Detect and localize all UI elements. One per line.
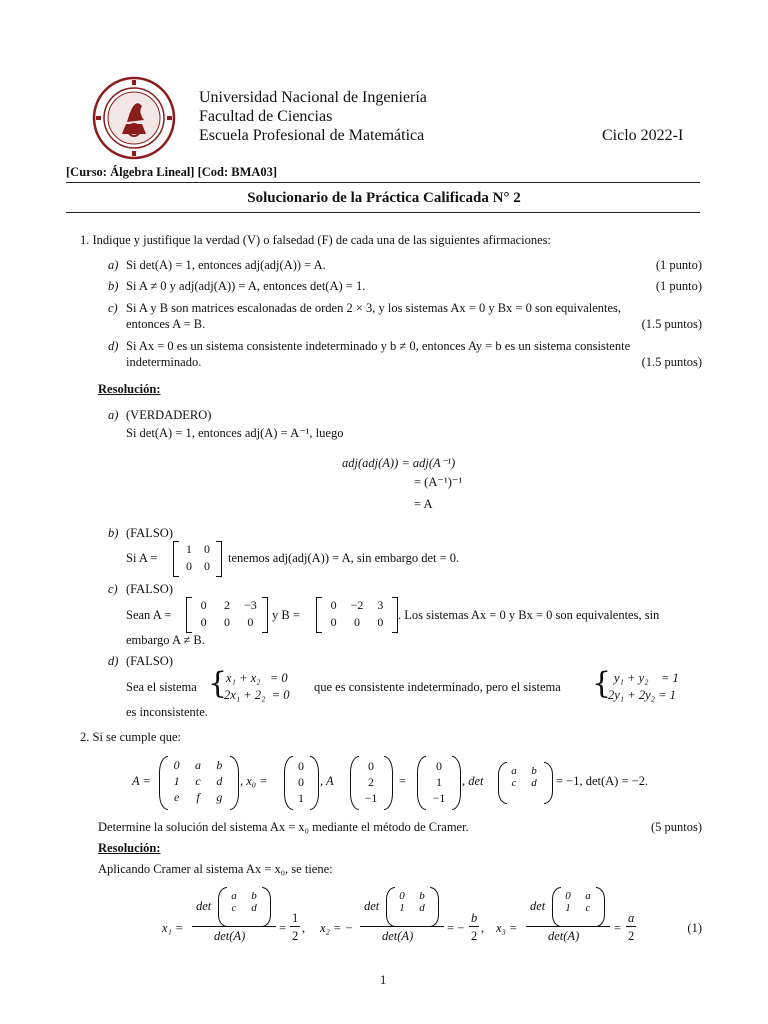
- x3-fraction-bar: [526, 926, 610, 927]
- q2-v-right-paren: [384, 756, 393, 810]
- matrix-cell: 0: [200, 598, 207, 612]
- q1d-points: (1.5 puntos): [641, 355, 702, 369]
- matrix-cell: d: [531, 777, 537, 789]
- x1-result-bar: [290, 926, 300, 927]
- q2-x0-right-paren: [310, 756, 319, 810]
- document-title: Solucionario de la Práctica Calificada N° 2: [247, 190, 521, 206]
- matrix-cell: 1: [173, 774, 180, 788]
- r1d-brace-2: {: [592, 666, 612, 701]
- x3-rd: 2: [628, 929, 635, 943]
- x2-num-matrix: [392, 890, 432, 914]
- matrix-cell: 1: [399, 902, 405, 914]
- x1-lhs: x₁ =: [162, 921, 184, 935]
- matrix-cell: 0: [565, 890, 571, 902]
- x2-num-det: det: [364, 899, 380, 913]
- q2-A-right-paren: [230, 756, 239, 810]
- vector-entry: 0: [368, 759, 374, 773]
- r1d-sys1-row2: 2x₁ + 2₂ = 0: [224, 688, 290, 702]
- matrix-cell: a: [194, 758, 201, 772]
- matrix-cell: −2: [350, 598, 364, 612]
- r1c-label: c): [108, 582, 118, 596]
- q1c-label: c): [108, 301, 118, 315]
- vector-entry: 0: [436, 759, 442, 773]
- x2-den: det(A): [382, 929, 414, 943]
- x3-num-matrix: [558, 890, 598, 914]
- x3-result-bar: [626, 926, 636, 927]
- matrix-cell: c: [511, 777, 517, 789]
- r1c-pre: Sean A =: [126, 608, 172, 622]
- matrix-cell: b: [531, 765, 537, 777]
- q2-x0-vector: [290, 758, 312, 806]
- q1b-points: (1 punto): [655, 279, 702, 293]
- r1a-line: Si det(A) = 1, entonces adj(A) = A⁻¹, luego: [126, 426, 344, 440]
- matrix-cell: 0: [330, 615, 337, 629]
- cycle-label: Ciclo 2022-I: [602, 127, 684, 144]
- q2-det-label: , det: [462, 774, 484, 788]
- q2-A-label: A =: [132, 774, 151, 788]
- vector-entry: 0: [298, 759, 304, 773]
- matrix-cell: a: [511, 765, 517, 777]
- r1d-label: d): [108, 654, 119, 668]
- r1b-pre: Si A =: [126, 551, 158, 565]
- matrix-cell: 1: [565, 902, 571, 914]
- matrix-cell: 3: [377, 598, 384, 612]
- q2-A-matrix: [166, 758, 230, 805]
- vector-entry: −1: [432, 791, 446, 805]
- r1a-verdict: (VERDADERO): [126, 408, 212, 422]
- matrix-cell: b: [251, 890, 257, 902]
- matrix-cell: b: [216, 758, 223, 772]
- r1b-matrix: [180, 542, 216, 574]
- x3-den: det(A): [548, 929, 580, 943]
- q2-w-right-paren: [452, 756, 461, 810]
- x2-tail: ,: [481, 921, 485, 935]
- matrix-cell: 0: [223, 615, 230, 629]
- r1d-sys1-row1: x₁ + x₂ = 0: [226, 671, 288, 685]
- r1a-eq3: = A: [414, 497, 433, 511]
- x1-rd: 2: [292, 929, 299, 943]
- x1-num-det: det: [196, 899, 212, 913]
- matrix-cell: 0: [353, 615, 360, 629]
- vector-entry: 1: [298, 791, 304, 805]
- q1a-label: a): [108, 258, 119, 272]
- school-name: Escuela Profesional de Matemática: [199, 127, 425, 144]
- faculty-name: Facultad de Ciencias: [199, 108, 333, 125]
- q2-prompt: 2. Si se cumple que:: [80, 730, 182, 744]
- matrix-cell: 0: [204, 559, 210, 573]
- q2-A2-label: , A: [320, 774, 334, 788]
- matrix-cell: 1: [186, 542, 192, 556]
- r1c-verdict: (FALSO): [126, 582, 173, 596]
- top-rule: [66, 182, 700, 183]
- q2-apply: Aplicando Cramer al sistema Ax = x₀, se tiene:: [98, 862, 333, 876]
- x2-fraction-bar: [360, 926, 444, 927]
- vector-entry: 1: [436, 775, 442, 789]
- r1c-mid: y B =: [272, 608, 300, 622]
- x3-eq: =: [614, 921, 622, 935]
- r1c-post: . Los sistemas Ax = 0 y Bx = 0 son equivalentes, sin: [398, 608, 660, 622]
- vector-entry: −1: [364, 791, 378, 805]
- matrix-cell: e: [174, 790, 180, 804]
- university-name: Universidad Nacional de Ingeniería: [199, 89, 427, 106]
- q1d-text1: Si Ax = 0 es un sistema consistente indeterminado y b ≠ 0, entonces Ay = b es un sistema consistente: [126, 339, 631, 353]
- x1-rn: 1: [292, 911, 299, 925]
- r1b-post: tenemos adj(adj(A)) = A, sin embargo det = 0.: [228, 551, 460, 565]
- matrix-cell: 0: [330, 598, 337, 612]
- matrix-cell: c: [585, 902, 591, 914]
- matrix-cell: 0: [377, 615, 384, 629]
- r1d-brace-1: {: [208, 666, 228, 701]
- x2-rn: b: [471, 911, 478, 925]
- q1b-label: b): [108, 279, 119, 293]
- r1c-post2: embargo A ≠ B.: [126, 633, 205, 647]
- x2-eq: = −: [447, 921, 465, 935]
- matrix-cell: 0: [247, 615, 254, 629]
- q1-prompt: 1. Indique y justifique la verdad (V) o falsedad (F) de cada una de las siguientes afirmaciones:: [80, 233, 552, 247]
- r1d-sys2-row2: 2y₁ + 2y₂ = 1: [608, 688, 676, 702]
- q1d-text2: indeterminado.: [126, 355, 202, 369]
- r1b-label: b): [108, 526, 119, 540]
- matrix-cell: 0: [200, 615, 207, 629]
- title-rule: [66, 212, 700, 213]
- q2-detm-matrix: [504, 765, 544, 789]
- university-seal: [92, 76, 176, 160]
- r1c-matrixB: [322, 598, 392, 630]
- q2-v-vector: [356, 758, 386, 806]
- q2-eq: =: [399, 774, 407, 788]
- r1b-verdict: (FALSO): [126, 526, 173, 540]
- x2-result-bar: [469, 926, 479, 927]
- course-code: [Curso: Álgebra Lineal] [Cod: BMA03]: [66, 165, 278, 179]
- r1d-pre: Sea el sistema: [126, 680, 197, 694]
- x2-rd: 2: [471, 929, 478, 943]
- q1c-text2: entonces A = B.: [126, 317, 206, 331]
- r1b-matrix-right-bracket: [216, 541, 222, 577]
- x3-num-det: det: [530, 899, 546, 913]
- q2-points: (5 puntos): [650, 820, 702, 834]
- matrix-cell: 2: [223, 598, 230, 612]
- r1a-eq2: = (A⁻¹)⁻¹: [414, 475, 463, 489]
- q2-task: Determine la solución del sistema Ax = x₀ mediante el método de Cramer.: [98, 820, 469, 834]
- matrix-cell: 0: [173, 758, 180, 772]
- r1d-verdict: (FALSO): [126, 654, 173, 668]
- resolution-heading-1: Resolución:: [98, 382, 161, 396]
- matrix-cell: c: [231, 902, 237, 914]
- matrix-cell: a: [585, 890, 591, 902]
- matrix-cell: d: [251, 902, 257, 914]
- matrix-cell: 0: [186, 559, 192, 573]
- q2-w-vector: [424, 758, 454, 806]
- r1b-matrix-left-bracket: [173, 541, 179, 577]
- matrix-cell: 0: [204, 542, 210, 556]
- vector-entry: 0: [298, 775, 304, 789]
- matrix-cell: d: [216, 774, 223, 788]
- matrix-cell: f: [196, 790, 200, 804]
- x1-tail: ,: [302, 921, 306, 935]
- q2-x0-label: , x₀ =: [240, 774, 268, 788]
- x2-num-right-paren: [430, 887, 439, 927]
- vector-entry: 2: [368, 775, 374, 789]
- x1-eq: =: [279, 921, 287, 935]
- r1a-eq1: adj(adj(A)) = adj(A⁻¹): [342, 456, 456, 470]
- x2-lhs: x₂ = −: [320, 921, 354, 935]
- x1-num-matrix: [224, 890, 264, 914]
- r1d-mid: que es consistente indeterminado, pero el sistema: [314, 680, 561, 694]
- q1c-text1: Si A y B son matrices escalonadas de orden 2 × 3, y los sistemas Ax = 0 y Bx = 0 son equivalentes,: [126, 301, 622, 315]
- page-number: 1: [380, 973, 387, 987]
- resolution-heading-2: Resolución:: [98, 841, 161, 855]
- equation-number: (1): [687, 921, 702, 935]
- q1c-points: (1.5 puntos): [641, 317, 702, 331]
- matrix-cell: g: [216, 790, 223, 804]
- x3-lhs: x₃ =: [496, 921, 518, 935]
- r1c-matrixA: [192, 598, 262, 630]
- q1d-label: d): [108, 339, 119, 353]
- matrix-cell: d: [419, 902, 425, 914]
- r1d-post: es inconsistente.: [126, 705, 208, 719]
- x3-num-right-paren: [596, 887, 605, 927]
- r1d-sys2-row1: y₁ + y₂ = 1: [614, 671, 679, 685]
- x1-num-right-paren: [262, 887, 271, 927]
- matrix-cell: −3: [243, 598, 257, 612]
- q1b-text: Si A ≠ 0 y adj(adj(A)) = A, entonces det(A) = 1.: [126, 279, 366, 293]
- matrix-cell: b: [419, 890, 425, 902]
- matrix-cell: a: [231, 890, 237, 902]
- x1-den: det(A): [214, 929, 246, 943]
- q1a-points: (1 punto): [655, 258, 702, 272]
- q2-det-tail: = −1, det(A) = −2.: [556, 774, 649, 788]
- matrix-cell: 0: [399, 890, 405, 902]
- x1-fraction-bar: [192, 926, 276, 927]
- q2-detm-right-paren: [544, 762, 553, 804]
- q1a-text: Si det(A) = 1, entonces adj(adj(A)) = A.: [126, 258, 326, 272]
- x3-rn: a: [628, 911, 635, 925]
- r1c-matrixA-right-bracket: [262, 597, 268, 633]
- r1a-label: a): [108, 408, 119, 422]
- matrix-cell: c: [195, 774, 201, 788]
